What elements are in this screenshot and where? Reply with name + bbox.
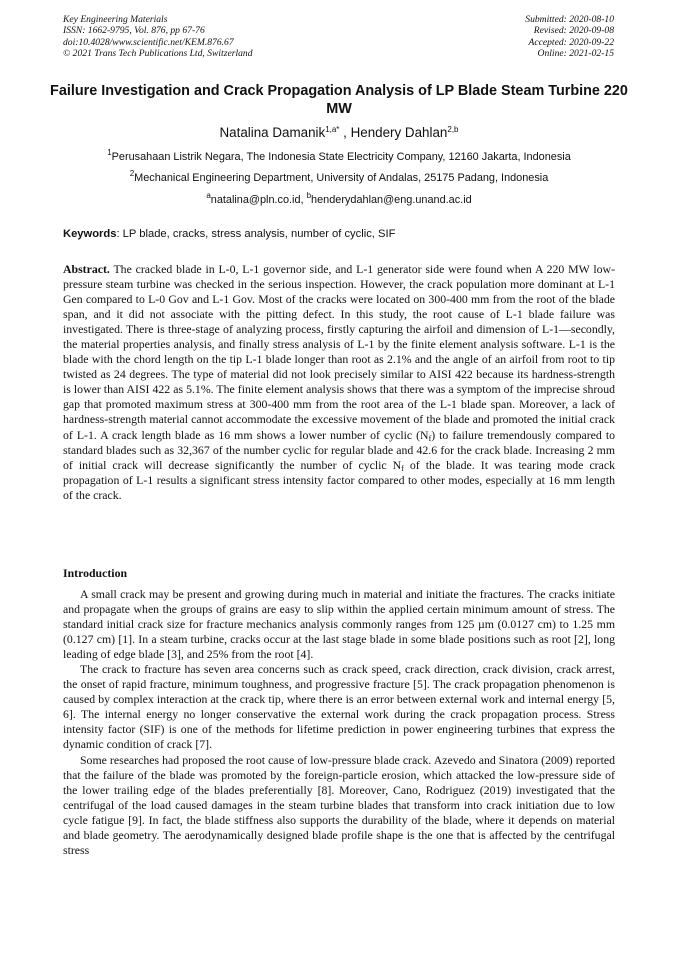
affiliation (30, 150, 648, 164)
email-mark: b (306, 191, 312, 200)
affiliation-mark: 1 (107, 148, 112, 157)
author-name: Natalina Damanik (219, 125, 326, 140)
submitted-date: Submitted: 2020-08-10 (525, 14, 614, 25)
paragraph: The crack to fracture has seven area concerns such as crack speed, crack direction, crack division, crack arrest, the onset of rapid fracture, minimum toughness, and progressive fracture [5]. The crack propagation phenomenon is caused by complex interaction at the crack tip, where there is an error between external work and internal energy [5, 6]. The internal energy no longer conservative the external work during the crack propagation process. Stress intensity factor (SIF) is one of the methods for lifetime prediction in power engineering turbines that express the dynamic condition of crack [7]. (63, 662, 615, 752)
abstract-text: The cracked blade in L-0, L-1 governor side, and L-1 generator side were found when A 220 MW low-pressure steam turbine was checked in the serious inspection. However, the crack population more dominant at L-1 Gen compared to L-0 Gov and L-1 Gov. Most of the cracks were located on 300-400 mm from the root of the blade span, and it did not associate with the pitting defect. In this study, the root cause of L-1 blade failure was investigated. There is three-stage of analyzing process, firstly capturing the airfoil and dimension of L-1—secondly, the material properties analysis, and finally stress analysis of L-1 by the finite element analysis software. L-1 is the blade with the chord length on the tip L-1 blade longer than root as 2.1% and the angle of an airfoil from root to tip twisted as 24 degrees. The type of material did not look precisely similar to AISI 422 because its hardness-strength is lower than AISI 422 as 5.1%. The finite element analysis shows that there was a symptom of the imprecise shroud gap that promoted maximum stress at 300-400 mm from the root area of the L-1 blade span. Moreover, a lack of hardness-strength material cannot accommodate the excessive movement of the blade and promoted the initial crack of L-1. A crack length blade as 16 mm shows a lower number of cyclic (N (63, 262, 615, 442)
keywords-label: Keywords (63, 228, 117, 240)
revised-date: Revised: 2020-09-08 (533, 25, 614, 37)
abstract-text: of the blade. It was tearing mode crack propagation of L-1 results a significant stress intensity factor compared to other modes, especially at 16 mm length of the crack. (63, 457, 615, 502)
publication-dates (525, 14, 614, 59)
email-mark: a (206, 191, 211, 200)
abstract-text: ) to failure tremendously compared to standard blades such as 32,367 of the number cyclic for regular blade and 42.6 for the crack blade. Increasing 2 mm of initial crack will decrease significantly the number of cyclic N (63, 427, 615, 472)
keywords-text: : LP blade, cracks, stress analysis, number of cyclic, SIF (116, 228, 396, 240)
email-address: henderydahlan@eng.unand.ac.id (311, 194, 472, 206)
paragraph: Some researches had proposed the root cause of low-pressure blade crack. Azevedo and Sinatora (2009) reported that the failure of the blade was promoted by the foreign-particle erosion, which attacked the low-pressure side of the lower trailing edge of the blades preferentially [8]. Moreover, Cano, Rodriguez (2019) investigated that the centrifugal of the load caused damages in the steam turbine blades that transform into crack initiation due to low cycle fatigue [9]. In fact, the blade stiffness also supports the durability of the blade, where it depends on material and blade geometry. The aerodynamically designed blade profile shape is the one that is affected by the centrifugal stress (63, 752, 615, 857)
doi: doi:10.4028/www.scientific.net/KEM.876.67 (63, 36, 234, 48)
author-list (40, 124, 638, 141)
keywords (63, 227, 615, 241)
paper-title: Failure Investigation and Crack Propagation Analysis of LP Blade Steam Turbine 220 MW (50, 83, 628, 117)
affiliation (30, 171, 648, 185)
paragraph: A small crack may be present and growing during much in material and initiate the fractures. The cracks initiate and propagate when the groups of grains are easy to slip within the applied certain minimum amount of stress. The standard initial crack size for fracture mechanics analysis commonly ranges from 125 µm (0.0127 cm) to 1.25 mm (0.127 cm) [1]. In a steam turbine, cracks occur at the last stage blade in some blade positions such as root [2], long leading of edge blade [3], and 25% from the root [4]. (63, 587, 615, 662)
author-affiliation-mark: 1,a* (325, 125, 340, 134)
author-separator: , (339, 125, 351, 140)
subscript: f (428, 433, 432, 443)
journal-name: Key Engineering Materials (63, 14, 168, 25)
issn: ISSN: 1662-9795, Vol. 876, pp 67-76 (63, 25, 205, 37)
accepted-date: Accepted: 2020-09-22 (528, 36, 614, 48)
affiliation-mark: 2 (129, 169, 135, 178)
copyright: © 2021 Trans Tech Publications Ltd, Switzerland (63, 47, 253, 59)
affiliation-text: Mechanical Engineering Department, University of Andalas, 25175 Padang, Indonesia (134, 172, 549, 184)
abstract-label: Abstract. (63, 262, 110, 276)
journal-info (63, 14, 253, 59)
abstract (63, 262, 615, 503)
author-affiliation-mark: 2,b (447, 125, 459, 134)
online-date: Online: 2021-02-15 (537, 47, 614, 59)
section-heading-introduction: Introduction (63, 566, 128, 580)
author-name: Hendery Dahlan (350, 125, 448, 140)
introduction-body (63, 587, 615, 858)
author-emails (30, 193, 648, 207)
subscript: f (401, 463, 404, 473)
affiliation-text: Perusahaan Listrik Negara, The Indonesia State Electricity Company, 12160 Jakarta, Indonesia (111, 151, 571, 163)
email-address: natalina@pln.co.id, (210, 194, 307, 206)
